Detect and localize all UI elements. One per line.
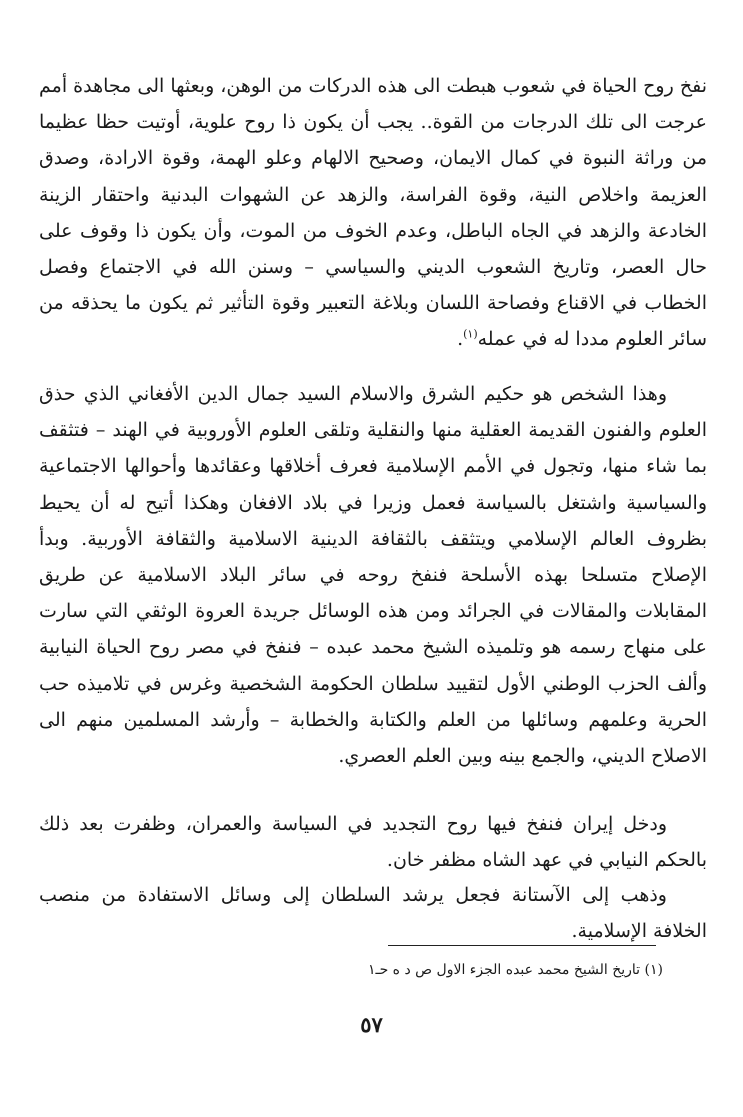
paragraph-2 <box>39 376 707 774</box>
footnote-reference: (١) <box>463 328 478 342</box>
page-number: ٥٧ <box>360 1012 383 1037</box>
paragraph-2-text: وهذا الشخص هو حكيم الشرق والاسلام السيد جمال الدين الأفغاني الذي حذق العلوم والفنون القديمة العقلية منها والنقلية وتلقى العلوم الأوروبية في الهند – فتثقف بما شاء منها، وتجول في الأمم الإسلامية فعرف أخلاقها وعقائدها وأحوالها الاجتماعية والسياسية واشتغل بالسياسة فعمل وزيرا في بلاد الافغان وهكذا أتيح له أن يحيط بظروف العالم الإسلامي ويتثقف بالثقافة الدينية الاسلامية والثقافة الأوربية. وبدأ الإصلاح متسلحا بهذه الأسلحة فنفخ روحه في سائر البلاد الاسلامية عن طريق المقابلات والمقالات في الجرائد ومن هذه الوسائل جريدة العروة الوثقي التي سارت على منهاج رسمه هو وتلميذه الشيخ محمد عبده – فنفخ في مصر روح الحياة النيابية وألف الحزب الوطني الأول لتقييد سلطان الحكومة الشخصية وغرس في تلاميذه حب الحرية وعلمهم وسائلها من العلم والكتابة والخطابة – وأرشد المسلمين منهم الى الاصلاح الديني، والجمع بينه وبين العلم العصري. <box>39 383 707 768</box>
footnote-divider <box>388 945 656 946</box>
paragraph-1 <box>39 68 707 358</box>
paragraph-3-text: ودخل إيران فنفخ فيها روح التجديد في السياسة والعمران، وظفرت بعد ذلك بالحكم النيابي في عهد الشاه مظفر خان. <box>39 813 707 872</box>
paragraph-4 <box>39 877 707 949</box>
paragraph-3 <box>39 806 707 878</box>
paragraph-1-text: نفخ روح الحياة في شعوب هبطت الى هذه الدركات من الوهن، وبعثها الى مجاهدة أمم عرجت الى تلك الدرجات من القوة.. يجب أن يكون ذا روح علوية، أوتيت حظا عظيما من وراثة النبوة في كمال الايمان، وصحيح الالهام وعلو الهمة، وقوة الارادة، وصدق العزيمة واخلاص النية، وقوة الفراسة، والزهد عن الشهوات البدنية واحتقار الزينة الخادعة والزهد في الجاه الباطل، وعدم الخوف من الموت، وأن يكون ذا وقوف على حال العصر، وتاريخ الشعوب الديني والسياسي – وسنن الله في الاجتماع وفصل الخطاب في الاقناع وفصاحة اللسان وبلاغة التعبير وقوة التأثير ثم يكون ما يحذقه من سائر العلوم مددا له في عمله <box>39 75 707 351</box>
paragraph-1-end-punct: . <box>457 328 464 351</box>
footnote: (١) تاريخ الشيخ محمد عبده الجزء الاول ص د ه حـ١ <box>367 962 663 978</box>
paragraph-4-text: وذهب إلى الآستانة فجعل يرشد السلطان إلى وسائل الاستفادة من منصب الخلافة الإسلامية. <box>39 884 707 943</box>
